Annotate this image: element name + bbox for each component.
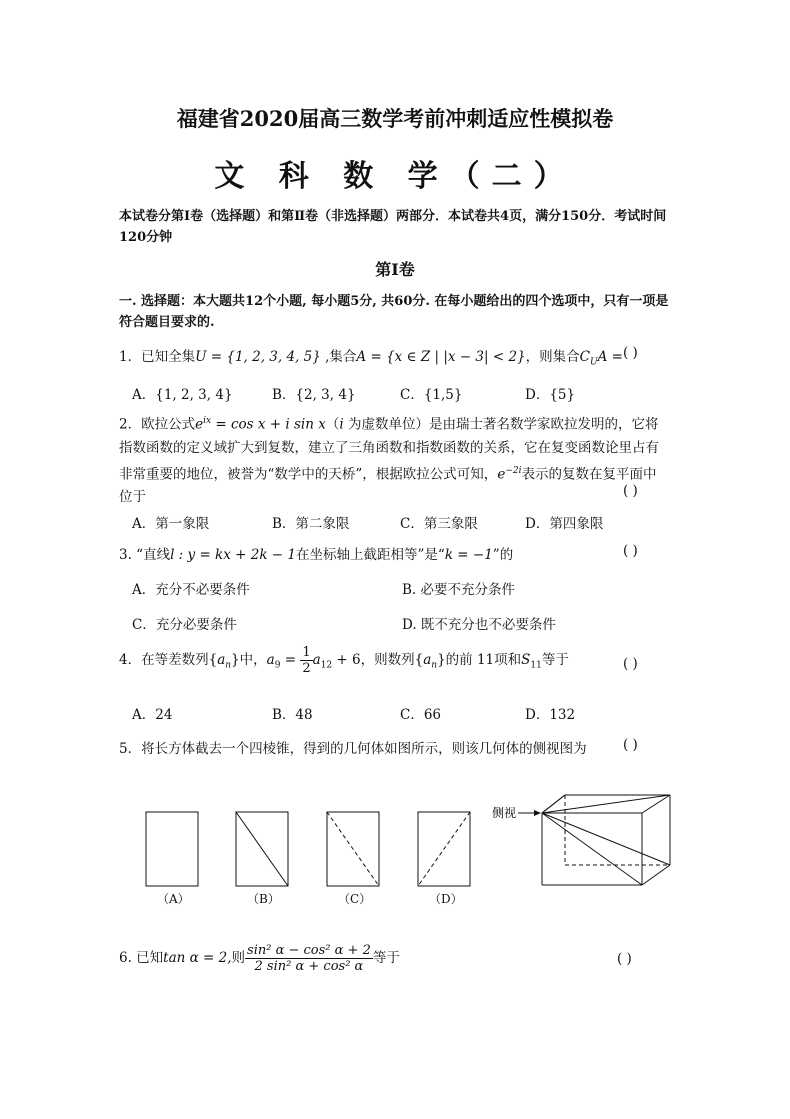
q2-option-a: A．第一象限 (132, 516, 210, 532)
q3-text: ”的 (492, 547, 514, 563)
q4-a9: a (266, 652, 275, 668)
q2-option-c: C．第三象限 (400, 516, 478, 532)
figure-c-label: （C） (338, 892, 372, 906)
q4-text: 等于 (541, 652, 569, 668)
exam-intro: 本试卷分第Ⅰ卷（选择题）和第Ⅱ卷（非选择题）两部分．本试卷共4页，满分150分．考试时间120分钟 (119, 209, 667, 245)
figure-d-dashed-diagonal (418, 812, 470, 886)
q6-text: 6. 已知 (119, 950, 164, 966)
q6-numerator: sin² α − cos² α + 2 (247, 943, 371, 958)
q1-option-d: D．{5} (525, 387, 576, 403)
figure-a-rect (146, 812, 198, 886)
answer-paren: ( ) (623, 656, 638, 672)
q4-text: ，则数列{ (360, 652, 424, 668)
q4-sum-sub: 11 (530, 660, 542, 671)
question-2 (119, 410, 667, 509)
q4-option-c: C．66 (400, 707, 442, 723)
side-view-label: 侧视 (492, 806, 517, 820)
q1-complement-sub: U (589, 357, 598, 368)
q1-option-c: C．{1,5} (400, 387, 463, 403)
q2-e: e (497, 466, 506, 482)
exam-subtitle: 文 科 数 学（二） (214, 159, 576, 194)
q2-text: 2．欧拉公式 (119, 416, 196, 433)
q1-complement: C (579, 349, 590, 365)
q3-option-c: C．充分必要条件 (132, 617, 237, 633)
q1-option-b: B．{2, 3, 4} (272, 387, 356, 403)
part-heading: 第Ⅰ卷 (375, 260, 415, 279)
q1-text: ，则集合 (525, 349, 580, 365)
q2-euler-e: e (195, 416, 204, 433)
q4-option-a: A．24 (132, 707, 173, 723)
q4-a12-sub: 12 (320, 660, 333, 671)
solid-figure (542, 795, 670, 885)
q2-text: （ (325, 416, 340, 433)
exam-title: 福建省2020届高三数学考前冲刺适应性模拟卷 (176, 106, 614, 131)
q3-line: l : y = kx + 2k − 1 (170, 547, 296, 563)
q3-option-b: B. 必要不充分条件 (402, 582, 516, 598)
q6-text: 等于 (372, 950, 400, 966)
arrow-head-icon (534, 810, 541, 816)
q4-seq: a (423, 652, 432, 668)
q1-option-a: A．{1, 2, 3, 4} (132, 387, 233, 403)
q4-plus: + 6 (332, 652, 361, 668)
figure-a-label: （A） (157, 892, 190, 906)
q2-text: 表示的复数在复平面中位于 (119, 466, 657, 505)
q1-text: ,集合 (320, 349, 357, 365)
q6-text: 则 (231, 950, 246, 966)
q3-k: k = −1 (444, 547, 493, 563)
answer-paren: ( ) (623, 737, 638, 753)
q4-sum: S (521, 652, 531, 668)
question-6 (119, 943, 400, 974)
q1-complement-end: A = (597, 349, 623, 365)
q4-seq: a (217, 652, 226, 668)
answer-paren: ( ) (623, 345, 638, 361)
section-heading: 一. 选择题：本大题共12个小题, 每小题5分, 共60分. 在每小题给出的四个选项中，只有一项是符合题目要求的. (119, 294, 669, 330)
q5-figures (0, 770, 790, 920)
q6-condition: tan α = 2, (163, 950, 232, 966)
figure-c-dashed-diagonal (327, 812, 379, 886)
q4-a12: a (312, 652, 321, 668)
answer-paren: ( ) (623, 543, 638, 559)
answer-paren: ( ) (617, 951, 632, 967)
figure-d-label: （D） (429, 892, 463, 906)
q4-seq-sub: n (431, 660, 438, 671)
q4-option-d: D．132 (525, 707, 576, 723)
q1-set-a: A = {x ∈ Z | |x − 3| < 2} (356, 349, 526, 365)
q4-eq: = (280, 652, 301, 668)
q3-text: 3. “直线 (119, 547, 171, 563)
question-1 (119, 345, 623, 368)
q2-e-exp: −2i (505, 465, 522, 476)
q1-universal-set: U = {1, 2, 3, 4, 5} (195, 349, 321, 365)
figure-b-diagonal (236, 812, 288, 886)
q3-text: 在坐标轴上截距相等”是“ (296, 547, 445, 563)
figure-b-label: （B） (247, 892, 280, 906)
q4-text: }的前 11项和 (437, 652, 522, 668)
q4-a9-sub: 9 (274, 660, 281, 671)
q2-imag-unit: i (339, 416, 344, 433)
q3-option-a: A．充分不必要条件 (132, 582, 250, 598)
question-3 (119, 543, 513, 563)
q4-frac-num: 1 (302, 645, 311, 660)
question-4 (119, 645, 569, 676)
q6-denominator: 2 sin² α + cos² α (254, 959, 364, 974)
q4-text: 4．在等差数列{ (119, 652, 218, 668)
q3-option-d: D. 既不充分也不必要条件 (402, 617, 556, 633)
question-5: 5．将长方体截去一个四棱锥，得到的几何体如图所示，则该几何体的侧视图为 (119, 741, 587, 757)
q6-fraction (245, 943, 373, 974)
answer-paren: ( ) (623, 483, 638, 499)
q4-seq-sub: n (225, 660, 232, 671)
q2-text: 为虚数单位）是由瑞士著名数学家欧拉发明的，它将指数函数的定义域扩大到复数，建立了三角函数和指数函数的关系，它在复变函数论里占有非常重要的地位，被誉为“数学中的天桥”，根据欧拉公式可知， (119, 416, 659, 482)
q4-text: }中， (231, 652, 267, 668)
q4-fraction (300, 645, 312, 676)
q1-text: 1．已知全集 (119, 349, 196, 365)
q2-option-d: D．第四象限 (525, 516, 604, 532)
q4-frac-den: 2 (302, 661, 311, 676)
q2-euler-exp: ix (203, 416, 212, 426)
q2-formula: = cos x + i sin x (211, 416, 326, 433)
q2-option-b: B．第二象限 (272, 516, 350, 532)
q4-option-b: B．48 (272, 707, 313, 723)
